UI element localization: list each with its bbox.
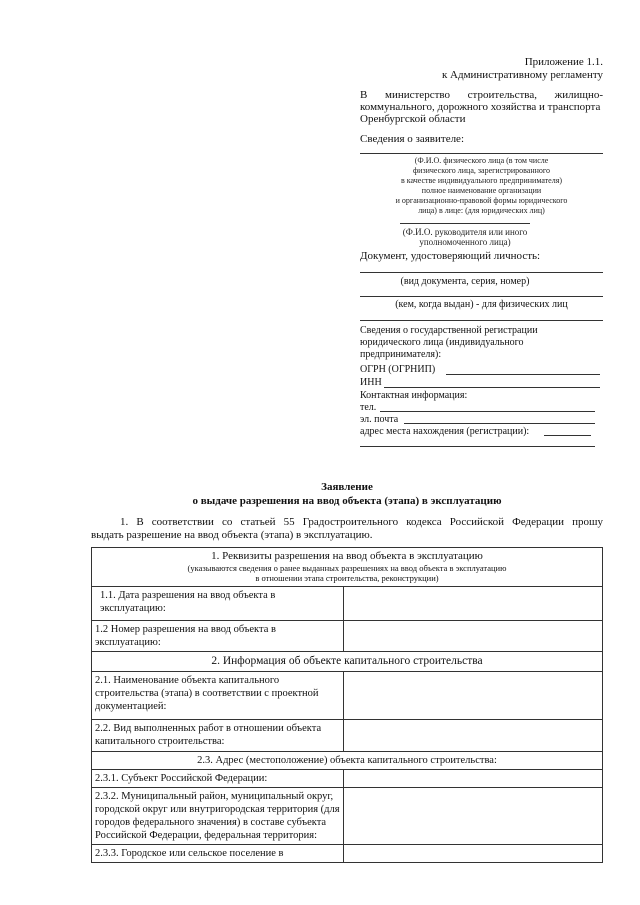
ogrn-label: ОГРН (ОГРНИП) bbox=[360, 364, 436, 375]
email-label: эл. почта bbox=[360, 414, 399, 425]
appendix-reference: к Административному регламенту bbox=[441, 69, 603, 81]
addressee-line-3: Оренбургской области bbox=[360, 113, 466, 125]
contacts-label: Контактная информация: bbox=[360, 390, 468, 401]
application-table bbox=[91, 547, 603, 863]
row-2-3-1-label: 2.3.1. Субъект Российской Федерации: bbox=[92, 770, 344, 788]
table-row bbox=[92, 621, 603, 652]
head-note: (Ф.И.О. руководителя или иного уполномоченного лица) bbox=[402, 227, 528, 247]
intro-paragraph-line-2: выдать разрешение на ввод объекта (этапа) в эксплуатацию. bbox=[91, 529, 373, 541]
fio-note: (Ф.И.О. физического лица (в том числе физического лица, зарегистрированного в качестве индивидуального предпринимателя) полное наименование организации и организационно-правовой формы юридического лица) в лице: (для юридических лиц) bbox=[395, 156, 568, 215]
ogrn-field[interactable] bbox=[446, 374, 600, 375]
id-doc-type-note: (вид документа, серия, номер) bbox=[400, 276, 530, 287]
table-row bbox=[92, 672, 603, 720]
fio-blank-line[interactable] bbox=[360, 153, 603, 154]
table-row bbox=[92, 788, 603, 845]
id-issued-blank-line[interactable] bbox=[360, 296, 603, 297]
statement-subtitle: о выдаче разрешения на ввод объекта (этапа) в эксплуатацию bbox=[192, 495, 502, 507]
id-doc-label: Документ, удостоверяющий личность: bbox=[360, 250, 541, 262]
table-row bbox=[92, 587, 603, 621]
section-2-3-title: 2.3. Адрес (местоположение) объекта капитального строительства: bbox=[92, 752, 603, 770]
row-1-1-value[interactable] bbox=[344, 587, 603, 621]
id-issued-note: (кем, когда выдан) - для физических лиц bbox=[395, 299, 568, 310]
head-blank-line[interactable] bbox=[400, 223, 530, 224]
statement-title: Заявление bbox=[321, 481, 373, 493]
section-1-note-2: в отношении этапа строительства, реконструкции) bbox=[255, 573, 439, 583]
intro-paragraph-line-1: 1. В соответствии со статьей 55 Градостроительного кодекса Российской Федерации прошу bbox=[120, 516, 603, 528]
section-1-title: 1. Реквизиты разрешения на ввод объекта в эксплуатацию bbox=[211, 550, 483, 562]
row-1-1-label: 1.1. Дата разрешения на ввод объекта в эксплуатацию: bbox=[92, 587, 344, 621]
inn-field[interactable] bbox=[384, 387, 600, 388]
address-field[interactable] bbox=[544, 435, 591, 436]
section-2-3-header bbox=[92, 752, 603, 770]
row-2-3-2-value[interactable] bbox=[344, 788, 603, 845]
row-2-3-3-value[interactable] bbox=[344, 845, 603, 863]
email-field[interactable] bbox=[404, 423, 595, 424]
row-2-2-label: 2.2. Вид выполненных работ в отношении объекта капитального строительства: bbox=[92, 720, 344, 752]
row-1-2-value[interactable] bbox=[344, 621, 603, 652]
row-2-2-value[interactable] bbox=[344, 720, 603, 752]
table-row bbox=[92, 845, 603, 863]
inn-label: ИНН bbox=[360, 377, 382, 388]
applicant-heading: Сведения о заявителе: bbox=[360, 133, 465, 145]
row-2-1-value[interactable] bbox=[344, 672, 603, 720]
id-extra-blank-line[interactable] bbox=[360, 320, 603, 321]
section-1-note-1: (указываются сведения о ранее выданных разрешениях на ввод объекта в эксплуатацию bbox=[187, 563, 507, 573]
address-field-line-2[interactable] bbox=[360, 446, 595, 447]
addressee-line-2: коммунального, дорожного хозяйства и транспорта bbox=[360, 101, 601, 113]
row-1-2-label: 1.2 Номер разрешения на ввод объекта в эксплуатацию: bbox=[92, 621, 344, 652]
appendix-number: Приложение 1.1. bbox=[524, 56, 603, 68]
row-2-3-3-label: 2.3.3. Городское или сельское поселение в bbox=[92, 845, 344, 863]
row-2-3-1-value[interactable] bbox=[344, 770, 603, 788]
row-2-3-2-label: 2.3.2. Муниципальный район, муниципальный округ, городской округ или внутригородская территория (для городов федерального значения) в составе субъекта Российской Федерации, федеральная территория: bbox=[92, 788, 344, 845]
phone-field[interactable] bbox=[380, 411, 595, 412]
id-doc-blank-line[interactable] bbox=[360, 272, 603, 273]
addressee-line-1: В министерство строительства, жилищно- bbox=[360, 89, 603, 101]
address-label: адрес места нахождения (регистрации): bbox=[360, 426, 530, 437]
registration-heading: Сведения о государственной регистрации юридического лица (индивидуального предпринимателя): bbox=[360, 325, 538, 360]
row-2-1-label: 2.1. Наименование объекта капитального строительства (этапа) в соответствии с проектной документацией: bbox=[92, 672, 344, 720]
section-2-title: 2. Информация об объекте капитального строительства bbox=[92, 652, 603, 672]
phone-label: тел. bbox=[360, 402, 377, 413]
table-row bbox=[92, 770, 603, 788]
section-1-header bbox=[92, 548, 603, 587]
section-2-header bbox=[92, 652, 603, 672]
table-row bbox=[92, 720, 603, 752]
